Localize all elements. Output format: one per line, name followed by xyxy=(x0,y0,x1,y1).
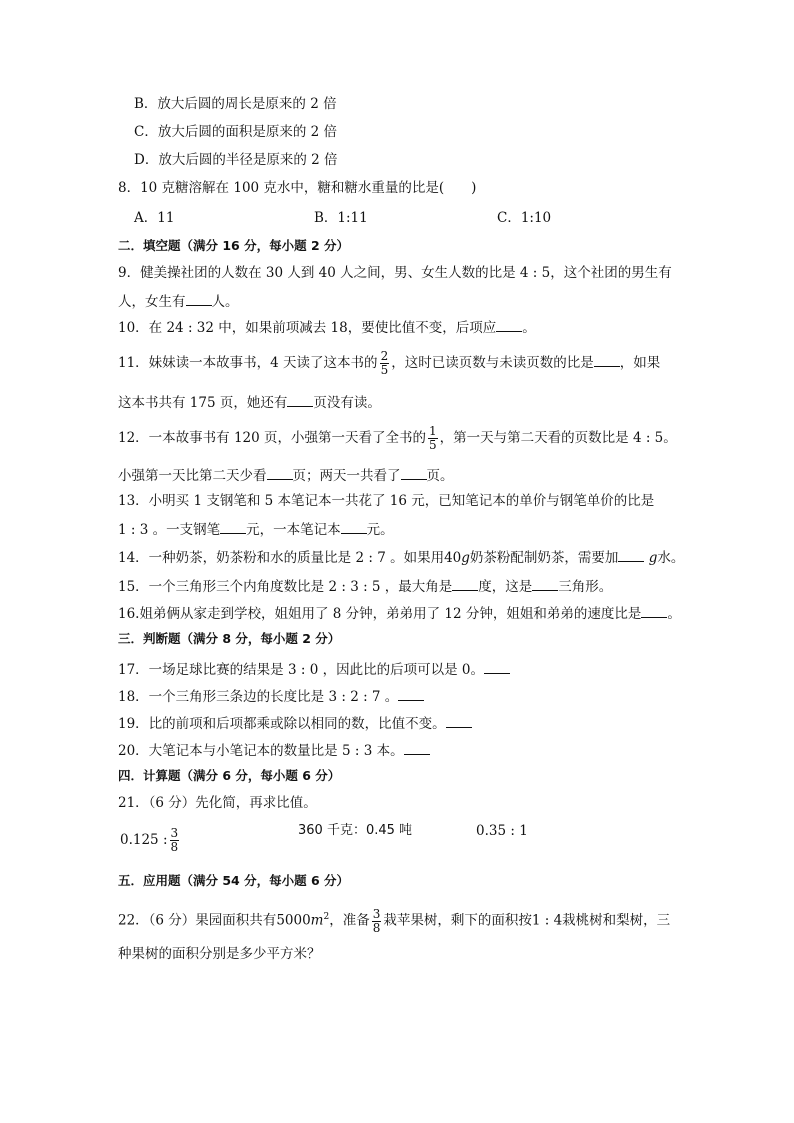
q8-stem: 8．10 克糖溶解在 100 克水中，糖和糖水重量的比是( ) xyxy=(118,180,477,196)
answer-blank[interactable] xyxy=(496,317,522,332)
answer-blank[interactable] xyxy=(594,352,620,367)
q8-option-c: C．1:10 xyxy=(497,210,552,226)
q10: 10．在 24 : 32 中，如果前项减去 18，要使比值不变，后项应 。 xyxy=(118,317,536,337)
q16: 16.姐弟俩从家走到学校，姐姐用了 8 分钟，弟弟用了 12 分钟，姐姐和弟弟的速度比是 。 xyxy=(118,603,681,623)
q21-expr1: 0.125 : $\frac{3}{8}$ xyxy=(120,826,179,854)
q19: 19．比的前项和后项都乘或除以相同的数，比值不变。 xyxy=(118,713,472,733)
q13-line2: 1 : 3 。一支钢笔 元，一本笔记本 元。 xyxy=(118,519,394,539)
answer-blank[interactable] xyxy=(404,740,430,755)
q11-line1: 11．妹妹读一本故事书，4 天读了这本书的 $\frac{2}{5}$ ，这时已读页数与未读页数的比是 ，如果 xyxy=(118,349,661,377)
answer-blank[interactable] xyxy=(220,519,246,534)
answer-blank[interactable] xyxy=(446,713,472,728)
q22-line2: 种果树的面积分别是多少平方米？ xyxy=(118,946,321,962)
answer-blank[interactable] xyxy=(641,603,667,618)
q13-line1: 13．小明买 1 支钢笔和 5 本笔记本一共花了 16 元，已知笔记本的单价与钢笔单价的比是 xyxy=(118,493,655,509)
q9-line2: 人，女生有 人。 xyxy=(118,291,239,311)
fraction: $\frac{3}{8}$ xyxy=(170,826,179,854)
section-title-fill-blank: 二．填空题（满分 16 分，每小题 2 分） xyxy=(118,238,350,253)
answer-blank[interactable] xyxy=(287,392,313,407)
answer-blank[interactable] xyxy=(484,659,510,674)
answer-blank[interactable] xyxy=(532,576,558,591)
fraction: $\frac{2}{5}$ xyxy=(380,349,389,377)
q12-line1: 12．一本故事书有 120 页，小强第一天看了全书的 $\frac{1}{5}$ ，第一天与第二天看的页数比是 4 : 5。 xyxy=(118,424,677,452)
answer-blank[interactable] xyxy=(618,547,644,562)
section-title-calc: 四．计算题（满分 6 分，每小题 6 分） xyxy=(118,768,341,783)
answer-blank[interactable] xyxy=(186,291,212,306)
q8-option-a: A．11 xyxy=(134,210,175,226)
q21-expr2: 360 千克：0.45 吨 xyxy=(298,823,413,838)
answer-blank[interactable] xyxy=(398,686,424,701)
q8-option-b: B．1:11 xyxy=(314,210,368,226)
q11-line2: 这本书共有 175 页，她还有 页没有读。 xyxy=(118,392,381,412)
fraction: $\frac{1}{5}$ xyxy=(429,424,437,452)
section-title-judge: 三．判断题（满分 8 分，每小题 2 分） xyxy=(118,631,341,646)
q7-option-b: B．放大后圆的周长是原来的 2 倍 xyxy=(134,96,337,112)
q21-stem: 21．（6 分）先化简，再求比值。 xyxy=(118,795,317,811)
q17: 17．一场足球比赛的结果是 3 : 0 ，因此比的后项可以是 0。 xyxy=(118,659,510,679)
q20: 20．大笔记本与小笔记本的数量比是 5 : 3 本。 xyxy=(118,740,430,760)
answer-blank[interactable] xyxy=(341,519,367,534)
q22-line1: 22．（6 分）果园面积共有$5000m^2$，准备 $\frac{3}{8}$ 栽苹果树，剩下的面积按1 : 4栽桃树和梨树，三 xyxy=(118,906,671,935)
q7-option-d: D．放大后圆的半径是原来的 2 倍 xyxy=(134,152,338,168)
q18: 18．一个三角形三条边的长度比是 3 : 2 : 7 。 xyxy=(118,686,424,706)
q9-line1: 9．健美操社团的人数在 30 人到 40 人之间，男、女生人数的比是 4 : 5，这个社团的男生有 xyxy=(118,265,672,281)
answer-blank[interactable] xyxy=(452,576,478,591)
q7-option-c: C．放大后圆的面积是原来的 2 倍 xyxy=(134,124,338,140)
q21-expr3: 0.35 : 1 xyxy=(476,823,528,839)
answer-blank[interactable] xyxy=(267,465,293,480)
section-title-application: 五．应用题（满分 54 分，每小题 6 分） xyxy=(118,873,350,888)
q14: 14．一种奶茶，奶茶粉和水的质量比是 2 : 7 。如果用40g奶茶粉配制奶茶，需要加 g水。 xyxy=(118,547,684,567)
fraction: $\frac{3}{8}$ xyxy=(372,906,381,935)
q15: 15．一个三角形三个内角度数比是 2 : 3 : 5 ，最大角是 度，这是 三角形。 xyxy=(118,576,612,596)
q12-line2: 小强第一天比第二天少看 页；两天一共看了 页。 xyxy=(118,465,454,485)
answer-blank[interactable] xyxy=(401,465,427,480)
